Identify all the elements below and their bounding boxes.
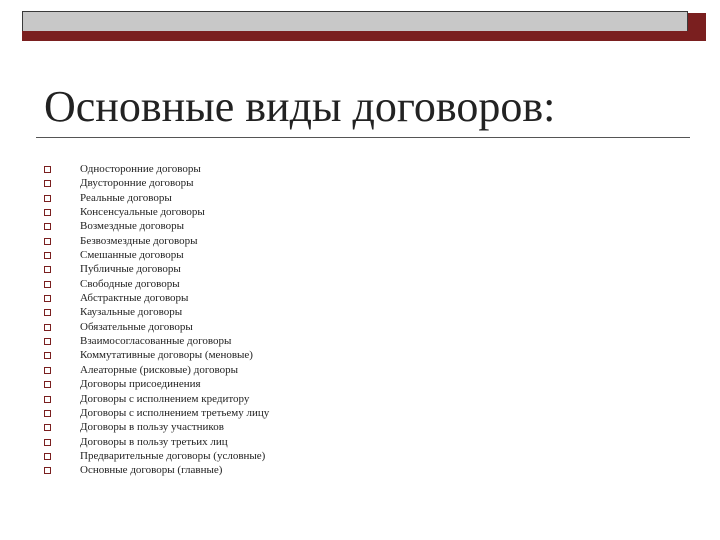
square-bullet-icon: [44, 166, 51, 173]
list-item-label: Договоры в пользу третьих лиц: [80, 435, 228, 448]
list-item-label: Основные договоры (главные): [80, 464, 223, 477]
list-item-label: Смешанные договоры: [80, 249, 184, 262]
list-item-label: Договоры присоединения: [80, 378, 201, 391]
list-item-label: Двусторонние договоры: [80, 177, 194, 190]
square-bullet-icon: [44, 352, 51, 359]
square-bullet-icon: [44, 223, 51, 230]
list-item-label: Обязательные договоры: [80, 320, 193, 333]
square-bullet-icon: [44, 367, 51, 374]
list-item-label: Каузальные договоры: [80, 306, 183, 319]
list-item-label: Безвозмездные договоры: [80, 234, 198, 247]
square-bullet-icon: [44, 309, 51, 316]
square-bullet-icon: [44, 381, 51, 388]
title-divider: [36, 137, 690, 138]
corner-accent-square: [688, 13, 706, 41]
square-bullet-icon: [44, 238, 51, 245]
square-bullet-icon: [44, 209, 51, 216]
list-item-label: Консенсуальные договоры: [80, 206, 205, 219]
list-item-label: Публичные договоры: [80, 263, 181, 276]
slide-title: Основные виды договоров:: [44, 82, 556, 131]
list-item-label: Односторонние договоры: [80, 163, 201, 175]
square-bullet-icon: [44, 324, 51, 331]
list-item-label: Алеаторные (рисковые) договоры: [80, 363, 239, 376]
square-bullet-icon: [44, 396, 51, 403]
square-bullet-icon: [44, 439, 51, 446]
list-item-label: Договоры с исполнением третьему лицу: [80, 406, 270, 419]
square-bullet-icon: [44, 410, 51, 417]
square-bullet-icon: [44, 195, 51, 202]
list-item-label: Возмездные договоры: [80, 220, 185, 233]
square-bullet-icon: [44, 266, 51, 273]
list-item-label: Коммутативные договоры (меновые): [80, 349, 253, 362]
square-bullet-icon: [44, 295, 51, 302]
list-item-label: Договоры с исполнением кредитору: [80, 392, 250, 405]
list-item-label: Реальные договоры: [80, 191, 172, 204]
square-bullet-icon: [44, 252, 51, 259]
list-item-label: Абстрактные договоры: [80, 292, 189, 305]
list-item-label: Взаимосогласованные договоры: [80, 335, 232, 348]
square-bullet-icon: [44, 424, 51, 431]
square-bullet-icon: [44, 281, 51, 288]
header-accent-stripe: [22, 31, 688, 41]
square-bullet-icon: [44, 453, 51, 460]
square-bullet-icon: [44, 467, 51, 474]
list-item-label: Договоры в пользу участников: [80, 421, 224, 434]
square-bullet-icon: [44, 180, 51, 187]
list-item-label: Свободные договоры: [80, 277, 180, 290]
square-bullet-icon: [44, 338, 51, 345]
list-item-label: Предварительные договоры (условные): [80, 449, 266, 462]
